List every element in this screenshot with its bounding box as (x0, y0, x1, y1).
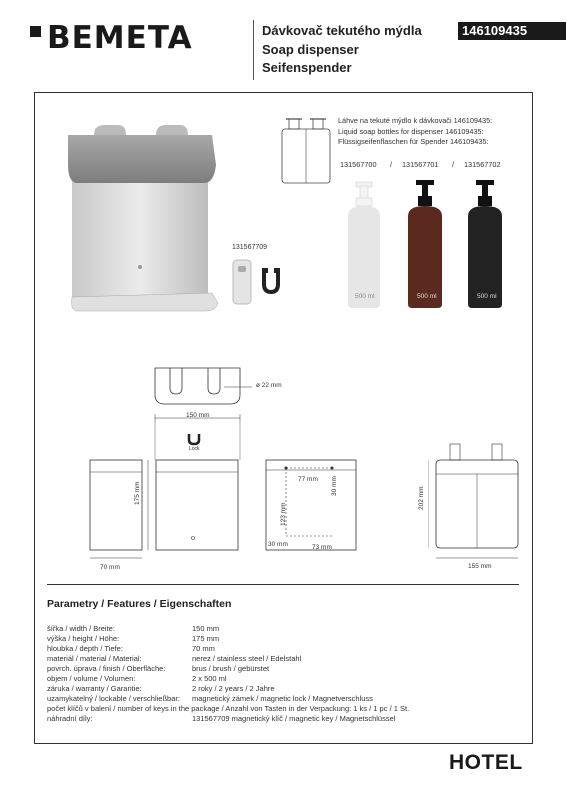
param-label: uzamykatelný / lockable / verschließbar: (47, 694, 180, 703)
dim-123-label: 123 mm (280, 502, 287, 526)
product-titles (262, 22, 422, 78)
width-label: 150 mm (186, 412, 210, 419)
lock-label: Lock (189, 446, 200, 452)
param-label: objem / volume / Volumen: (47, 674, 136, 683)
top-view-drawing (150, 360, 290, 460)
bottle-volume-3: 500 ml (477, 293, 497, 300)
hole-diameter-label: ø 22 mm (256, 382, 282, 389)
key-code: 131567709 (232, 244, 268, 251)
product-code-badge: 146109435 (458, 22, 566, 40)
param-label: záruka / warranty / Garantie: (47, 684, 142, 693)
title-en: Soap dispenser (262, 41, 359, 57)
brand-name: BEMETA (47, 20, 193, 56)
param-label: šířka / width / Breite: (47, 624, 115, 633)
dim-30-top-label: 30 mm (331, 476, 338, 496)
bottles-photo (336, 176, 526, 311)
dispenser-photo (66, 125, 226, 315)
param-value: 150 mm (192, 624, 220, 633)
height-label: 175 mm (134, 481, 141, 505)
dim-77-label: 77 mm (298, 476, 318, 483)
bottle-volume-1: 500 ml (355, 293, 375, 300)
bottle-front-drawing (428, 440, 523, 570)
bottle-black (468, 180, 502, 308)
params-title: Parametry / Features / Eigenschaften (47, 598, 232, 610)
bottle-code-2: 131567701 (402, 160, 439, 169)
bottle-volume-2: 500 ml (417, 293, 437, 300)
brand-logo (30, 20, 193, 56)
segment-label: HOTEL (449, 751, 523, 774)
header-divider (253, 20, 254, 80)
bottles-description (338, 116, 492, 148)
bottles-text-de: Flüssigseifenflaschen für Spender 146109435: (338, 137, 489, 146)
param-label: výška / height / Höhe: (47, 634, 120, 643)
param-value: 70 mm (192, 644, 215, 653)
bottle-height-label: 202 mm (418, 486, 425, 510)
param-value: 2 x 500 ml (192, 674, 227, 683)
bottle-separator-1: / (390, 160, 393, 169)
param-label: povrch. úprava / finish / Oberfläche: (47, 664, 166, 673)
bottle-clear (348, 182, 380, 308)
bottles-text-cz: Láhve na tekuté mýdlo k dávkovači 146109435: (338, 116, 493, 125)
param-label: náhradní díly: (47, 714, 93, 723)
front-view-drawing (136, 458, 240, 558)
param-value: 131567709 magnetický klíč / magnetic key / Magnetschlüssel (192, 714, 396, 723)
magnetic-key-photo (230, 258, 280, 308)
param-value: brus / brush / gebürstet (192, 664, 270, 673)
bottles-text-en: Liquid soap bottles for dispenser 146109435: (338, 126, 484, 136)
param-value: nerez / stainless steel / Edelstahl (192, 654, 302, 663)
bottle-insert-diagram (280, 115, 332, 185)
bottle-width-label: 155 mm (468, 563, 492, 570)
param-value: 175 mm (192, 634, 220, 643)
title-de: Seifenspender (262, 60, 352, 75)
section-divider (47, 584, 519, 585)
param-label: hloubka / depth / Tiefe: (47, 644, 123, 653)
bottle-amber (408, 180, 442, 308)
bottle-code-3: 131567702 (464, 160, 501, 169)
bottle-code-1: 131567700 (340, 160, 377, 169)
logo-square (30, 26, 41, 37)
depth-label: 70 mm (100, 564, 120, 571)
param-value: 2 roky / 2 years / 2 Jahre (192, 684, 275, 693)
param-label: materiál / material / Material: (47, 654, 142, 663)
param-label: počet klíčů v balení / number of keys in the package / Anzahl von Tasten in der Verpackung: 1 ks / 1 pc / 1 St. (47, 704, 410, 713)
dim-30-bottom-label: 30 mm (268, 541, 288, 548)
bottle-separator-2: / (452, 160, 455, 169)
param-value: magnetický zámek / magnetic lock / Magnetverschluss (192, 694, 373, 703)
dim-73-label: 73 mm (312, 544, 332, 551)
title-cz: Dávkovač tekutého mýdla (262, 23, 422, 38)
